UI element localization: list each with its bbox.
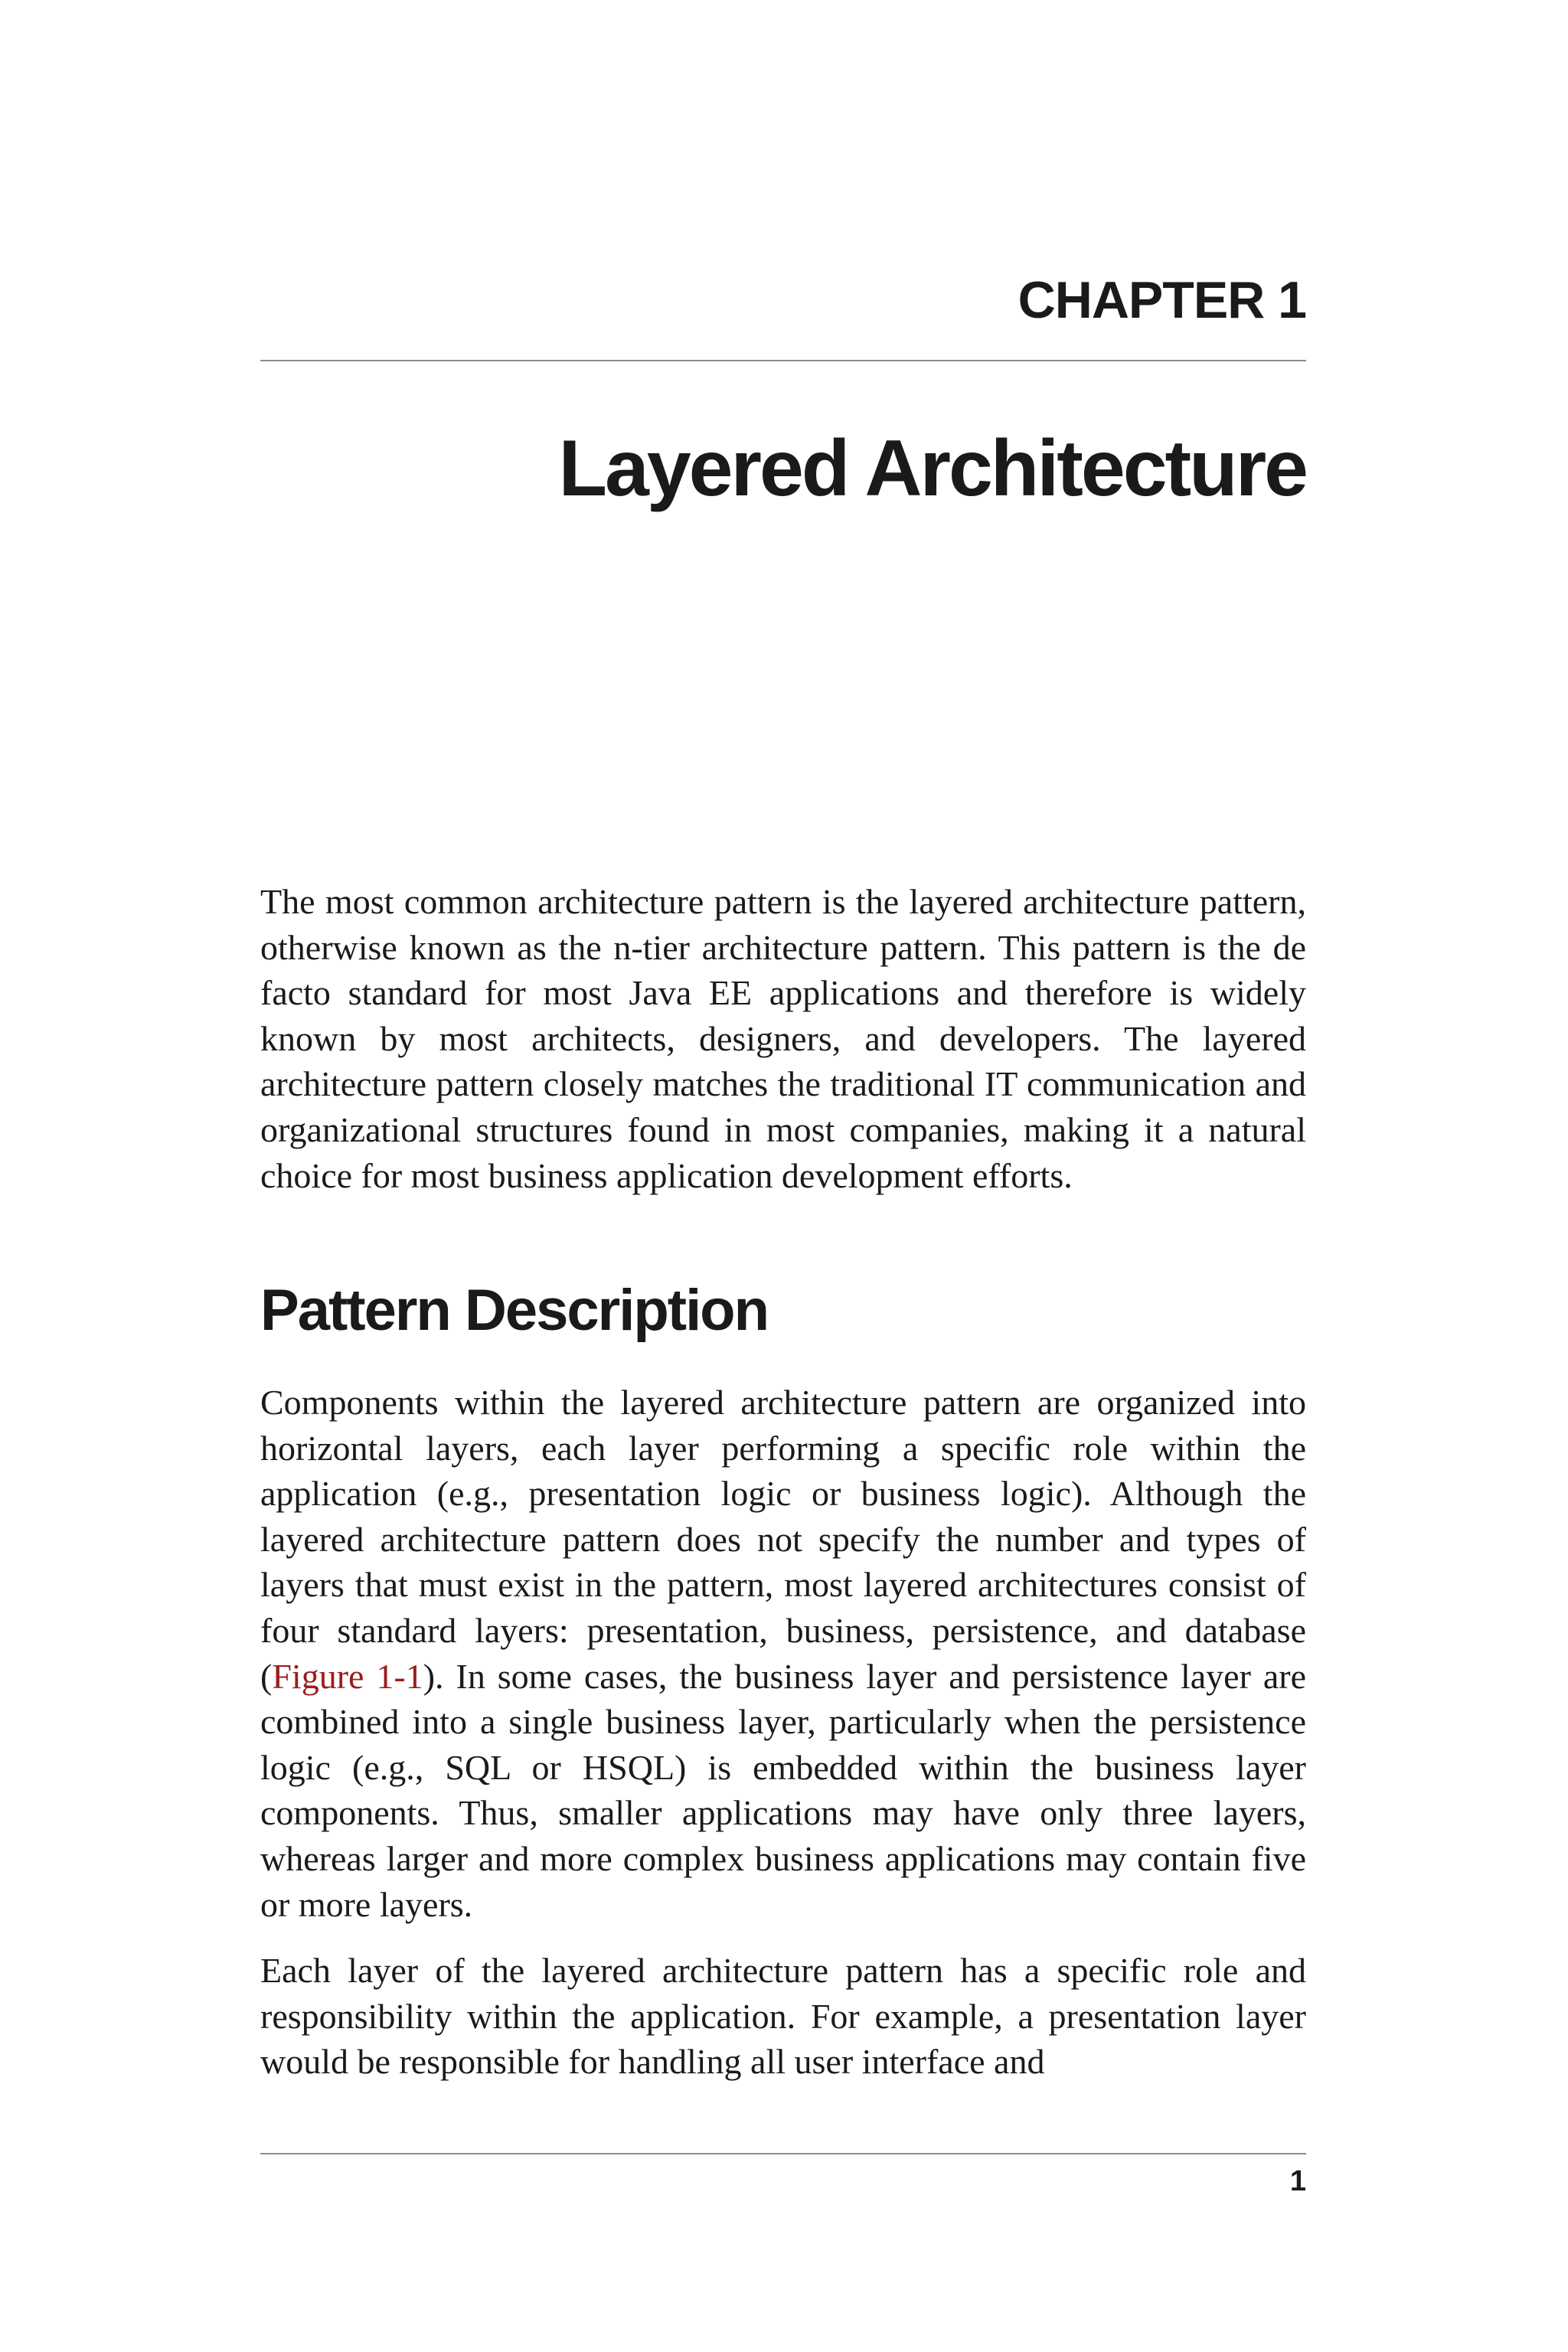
description-text-start: Components within the layered architecture pattern are organized into horizontal layers, each layer performing a specific role within the application (e.g., presentation logic or business logic). Although the layered architecture pattern does not specify the number and types of layers that must exist in the pattern, most layered architectures consist of four standard layers: presentation, business, persistence, and database (: [260, 1383, 1306, 1696]
book-page: [260, 0, 1306, 2352]
layer-roles-paragraph: Each layer of the layered architecture pattern has a specific role and responsibility within the application. For example, a presentation layer would be responsible for handling all user interface and: [260, 1951, 1306, 2082]
chapter-divider: [260, 360, 1306, 361]
footer-divider: [260, 2153, 1306, 2154]
intro-paragraph: The most common architecture pattern is the layered architecture pattern, otherwise known as the n-tier architecture pattern. This pattern is the de facto standard for most Java EE applications and therefore is widely known by most architects, designers, and developers. The layered architecture pattern closely matches the traditional IT communication and organizational structures found in most companies, making it a natural choice for most business application development efforts.: [260, 882, 1306, 1195]
description-text-end: ). In some cases, the business layer and persistence layer are combined into a single business layer, particularly when the persistence logic (e.g., SQL or HSQL) is embedded within the business layer components. Thus, smaller applications may have only three layers, whereas larger and more complex business applications may contain five or more layers.: [260, 1656, 1307, 1924]
page-number: 1: [1289, 2165, 1306, 2197]
chapter-title: Layered Architecture: [558, 423, 1306, 513]
description-paragraph: [260, 1380, 1306, 1927]
figure-reference-link[interactable]: Figure 1-1: [272, 1656, 423, 1696]
chapter-label: CHAPTER 1: [1018, 271, 1306, 329]
section-heading: Pattern Description: [260, 1278, 769, 1343]
